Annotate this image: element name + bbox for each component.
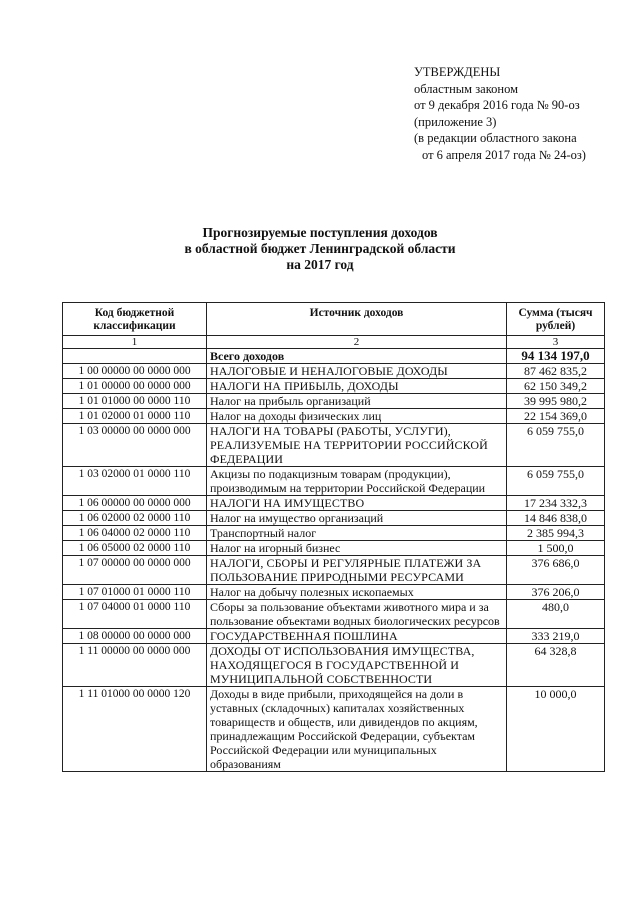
approval-line: от 9 декабря 2016 года № 90-оз [414, 98, 580, 112]
row-code: 1 06 05000 02 0000 110 [63, 541, 207, 556]
header-amount: Сумма (тысяч рублей) [507, 303, 605, 336]
row-name: Налог на имущество организаций [207, 511, 507, 526]
row-code: 1 00 00000 00 0000 000 [63, 364, 207, 379]
title-line: в областной бюджет Ленинградской области [184, 241, 456, 256]
row-code: 1 06 02000 02 0000 110 [63, 511, 207, 526]
row-name: НАЛОГОВЫЕ И НЕНАЛОГОВЫЕ ДОХОДЫ [207, 364, 507, 379]
table-row [63, 424, 605, 467]
table-row [63, 629, 605, 644]
row-amount: 39 995 980,2 [507, 394, 605, 409]
row-code: 1 11 01000 00 0000 120 [63, 687, 207, 772]
row-name: Налог на прибыль организаций [207, 394, 507, 409]
row-amount: 10 000,0 [507, 687, 605, 772]
row-name: НАЛОГИ, СБОРЫ И РЕГУЛЯРНЫЕ ПЛАТЕЖИ ЗА ПОЛЬЗОВАНИЕ ПРИРОДНЫМИ РЕСУРСАМИ [207, 556, 507, 585]
row-code: 1 01 00000 00 0000 000 [63, 379, 207, 394]
row-amount: 376 206,0 [507, 585, 605, 600]
row-name: НАЛОГИ НА ИМУЩЕСТВО [207, 496, 507, 511]
approval-line: (приложение 3) [414, 114, 497, 129]
total-amount: 94 134 197,0 [507, 349, 605, 364]
row-amount: 376 686,0 [507, 556, 605, 585]
total-row [63, 349, 605, 364]
table-row [63, 394, 605, 409]
document-title [150, 225, 490, 273]
column-number: 2 [207, 336, 507, 349]
row-code: 1 06 04000 02 0000 110 [63, 526, 207, 541]
revenue-table [62, 302, 605, 772]
row-amount: 64 328,8 [507, 644, 605, 687]
total-label: Всего доходов [207, 349, 507, 364]
row-name: НАЛОГИ НА ПРИБЫЛЬ, ДОХОДЫ [207, 379, 507, 394]
row-amount: 6 059 755,0 [507, 467, 605, 496]
column-number: 3 [507, 336, 605, 349]
table-row [63, 526, 605, 541]
row-code: 1 03 02000 01 0000 110 [63, 467, 207, 496]
table-row [63, 644, 605, 687]
column-numbers-row [63, 336, 605, 349]
row-code: 1 11 00000 00 0000 000 [63, 644, 207, 687]
table-row [63, 511, 605, 526]
row-amount: 87 462 835,2 [507, 364, 605, 379]
table-row [63, 585, 605, 600]
row-name: Налог на игорный бизнес [207, 541, 507, 556]
row-amount: 333 219,0 [507, 629, 605, 644]
table-row [63, 687, 605, 772]
row-code: 1 07 00000 00 0000 000 [63, 556, 207, 585]
row-name: ГОСУДАРСТВЕННАЯ ПОШЛИНА [207, 629, 507, 644]
table-row [63, 379, 605, 394]
row-name: Акцизы по подакцизным товарам (продукции), производимым на территории Российской Федерации [207, 467, 507, 496]
title-line: Прогнозируемые поступления доходов [202, 225, 438, 240]
row-amount: 17 234 332,3 [507, 496, 605, 511]
table-row [63, 496, 605, 511]
approval-stamp [414, 64, 586, 163]
approval-line: УТВЕРЖДЕНЫ [414, 65, 501, 79]
row-code: 1 03 00000 00 0000 000 [63, 424, 207, 467]
row-amount: 6 059 755,0 [507, 424, 605, 467]
table-row [63, 364, 605, 379]
row-code: 1 06 00000 00 0000 000 [63, 496, 207, 511]
table-header-row [63, 303, 605, 336]
row-amount: 2 385 994,3 [507, 526, 605, 541]
row-amount: 22 154 369,0 [507, 409, 605, 424]
table-row [63, 467, 605, 496]
column-number: 1 [63, 336, 207, 349]
row-code: 1 01 01000 00 0000 110 [63, 394, 207, 409]
row-amount: 1 500,0 [507, 541, 605, 556]
approval-line: областным законом [414, 81, 519, 96]
title-line: на 2017 год [286, 257, 354, 272]
table-row [63, 541, 605, 556]
row-name: Налог на доходы физических лиц [207, 409, 507, 424]
header-code: Код бюджетной классификации [63, 303, 207, 336]
header-source: Источник доходов [207, 303, 507, 336]
table-row [63, 409, 605, 424]
row-name: НАЛОГИ НА ТОВАРЫ (РАБОТЫ, УСЛУГИ), РЕАЛИЗУЕМЫЕ НА ТЕРРИТОРИИ РОССИЙСКОЙ ФЕДЕРАЦИИ [207, 424, 507, 467]
table-row [63, 556, 605, 585]
table-row [63, 600, 605, 629]
row-name: Налог на добычу полезных ископаемых [207, 585, 507, 600]
row-amount: 480,0 [507, 600, 605, 629]
row-name: Сборы за пользование объектами животного мира и за пользование объектами водных биологических ресурсов [207, 600, 507, 629]
row-name: Транспортный налог [207, 526, 507, 541]
total-code [63, 349, 207, 364]
row-code: 1 07 01000 01 0000 110 [63, 585, 207, 600]
row-name: Доходы в виде прибыли, приходящейся на доли в уставных (складочных) капиталах хозяйственных товариществ и обществ, или дивидендов по акциям, принадлежащим Российской Федерации, субъектам Российской Федерации или муниципальных образованиям [207, 687, 507, 772]
approval-line: от 6 апреля 2017 года № 24-оз) [422, 147, 586, 162]
row-name: ДОХОДЫ ОТ ИСПОЛЬЗОВАНИЯ ИМУЩЕСТВА, НАХОДЯЩЕГОСЯ В ГОСУДАРСТВЕННОЙ И МУНИЦИПАЛЬНОЙ СОБСТВЕННОСТИ [207, 644, 507, 687]
row-amount: 62 150 349,2 [507, 379, 605, 394]
row-code: 1 01 02000 01 0000 110 [63, 409, 207, 424]
approval-line: (в редакции областного закона [414, 131, 577, 145]
row-code: 1 08 00000 00 0000 000 [63, 629, 207, 644]
row-amount: 14 846 838,0 [507, 511, 605, 526]
row-code: 1 07 04000 01 0000 110 [63, 600, 207, 629]
